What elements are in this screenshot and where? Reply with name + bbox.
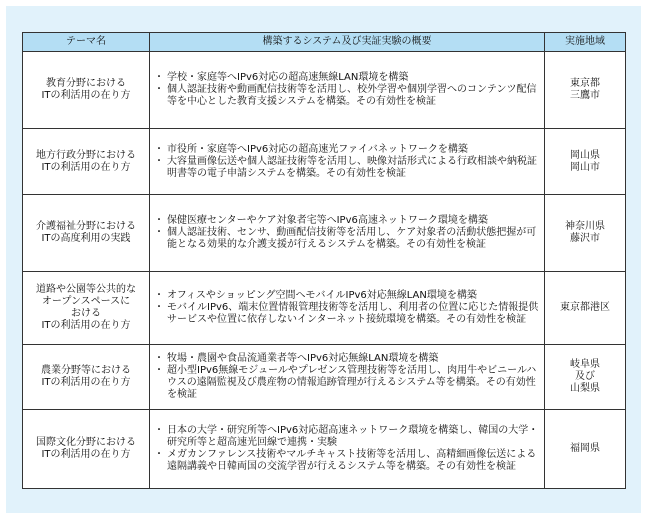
overview-list — [154, 144, 540, 180]
overview-item: ・ 市役所・家庭等へIPv6対応の超高速光ファイバネットワークを構築 — [154, 144, 540, 156]
table-row — [23, 195, 626, 272]
overview-list — [154, 72, 540, 108]
table-header-row — [23, 33, 626, 52]
overview-cell — [150, 129, 545, 195]
overview-cell — [150, 52, 545, 129]
overview-item: ・ メガカンファレンス技術やマルチキャスト技術等を活用し、高精細画像伝送による遠隔講義や日韓両国の交流学習が行えるシステム等を構築。その有効性を検証 — [154, 449, 540, 473]
overview-list — [154, 290, 540, 326]
table-row — [23, 345, 626, 410]
overview-item: ・ 超小型IPv6無線モジュールやプレゼンス管理技術等を活用し、肉用牛やビニールハウスの遠隔監視及び農産物の情報追跡管理が行えるシステム等を構築。その有効性を検証 — [154, 365, 540, 401]
overview-item: ・ モバイルIPv6、端末位置情報管理技術等を活用し、利用者の位置に応じた情報提供サービスや位置に依存しないインターネット接続環境を構築。その有効性を検証 — [154, 302, 540, 326]
overview-cell — [150, 272, 545, 345]
overview-item: ・ 牧場・農園や食品流通業者等へIPv6対応無線LAN環境を構築 — [154, 353, 540, 365]
overview-item: ・ 日本の大学・研究所等へIPv6対応超高速ネットワーク環境を構築し、韓国の大学・研究所等と超高速光回線で連携・実験 — [154, 425, 540, 449]
theme-cell: 道路や公園等公共的な オープンスペースに おける ITの利活用の在り方 — [23, 272, 150, 345]
header-theme: テーマ名 — [23, 33, 150, 52]
overview-item: ・ 保健医療センターやケア対象者宅等へIPv6高速ネットワーク環境を構築 — [154, 215, 540, 227]
region-cell: 東京都 三鷹市 — [545, 52, 626, 129]
overview-list — [154, 215, 540, 251]
overview-list — [154, 353, 540, 401]
header-overview: 構築するシステム及び実証実験の概要 — [150, 33, 545, 52]
header-region: 実施地域 — [545, 33, 626, 52]
project-table — [22, 32, 626, 489]
table-row — [23, 129, 626, 195]
region-cell: 岐阜県 及び 山梨県 — [545, 345, 626, 410]
overview-item: ・ 大容量画像伝送や個人認証技術等を活用し、映像対話形式による行政相談や納税証明書等の電子申請システムを構築。その有効性を検証 — [154, 156, 540, 180]
overview-cell — [150, 345, 545, 410]
overview-cell — [150, 195, 545, 272]
overview-list — [154, 425, 540, 473]
overview-cell — [150, 410, 545, 489]
table-row — [23, 272, 626, 345]
theme-cell: 介護福祉分野における ITの高度利用の実践 — [23, 195, 150, 272]
region-cell: 東京都港区 — [545, 272, 626, 345]
overview-item: ・ オフィスやショッピング空間へモバイルIPv6対応無線LAN環境を構築 — [154, 290, 540, 302]
overview-item: ・ 個人認証技術、センサ、動画配信技術等を活用し、ケア対象者の活動状態把握が可能となる効果的な介護支援が行えるシステムを構築。その有効性を検証 — [154, 227, 540, 251]
theme-cell: 教育分野における ITの利活用の在り方 — [23, 52, 150, 129]
region-cell: 神奈川県 藤沢市 — [545, 195, 626, 272]
region-cell: 福岡県 — [545, 410, 626, 489]
theme-cell: 国際文化分野における ITの利活用の在り方 — [23, 410, 150, 489]
overview-item: ・ 学校・家庭等へIPv6対応の超高速無線LAN環境を構築 — [154, 72, 540, 84]
region-cell: 岡山県 岡山市 — [545, 129, 626, 195]
theme-cell: 地方行政分野における ITの利活用の在り方 — [23, 129, 150, 195]
table-row — [23, 410, 626, 489]
theme-cell: 農業分野等における ITの利活用の在り方 — [23, 345, 150, 410]
overview-item: ・ 個人認証技術や動画配信技術等を活用し、校外学習や個別学習へのコンテンツ配信等を中心とした教育支援システムを構築。その有効性を検証 — [154, 84, 540, 108]
table-row — [23, 52, 626, 129]
